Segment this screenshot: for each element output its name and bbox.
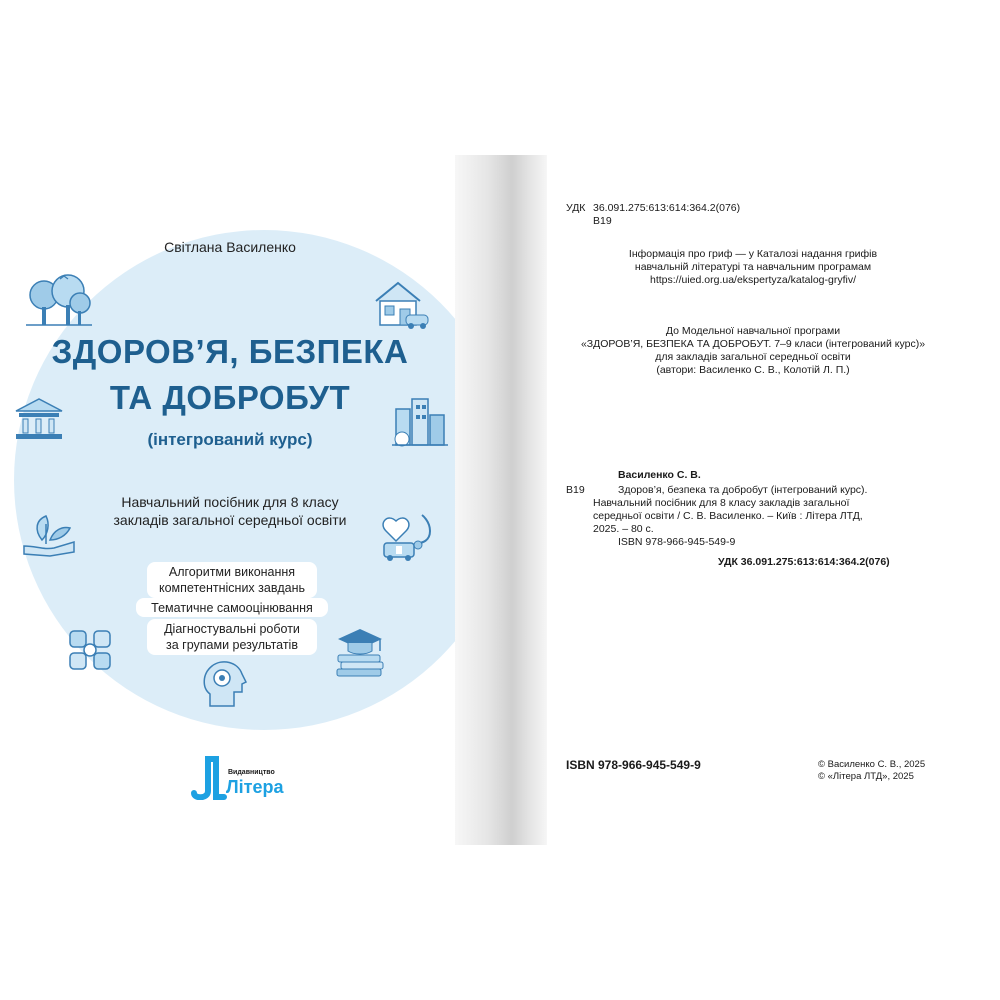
- copyright-author: © Василенко С. В., 2025: [818, 759, 926, 770]
- biblio-udk: УДК 36.091.275:613:614:364.2(076): [718, 556, 890, 568]
- program-line-2: «ЗДОРОВ’Я, БЕЗПЕКА ТА ДОБРОБУТ. 7–9 класи (інтегрований курс)»: [580, 338, 926, 350]
- index-code: В19: [593, 215, 612, 227]
- cover-description-line-1: Навчальний посібник для 8 класу: [121, 494, 339, 510]
- handshake-icon: [64, 625, 116, 675]
- graduation-books-icon: [332, 625, 388, 679]
- isbn-bottom: ISBN 978-966-945-549-9: [566, 758, 701, 772]
- program-line-4: (автори: Василенко С. В., Колотій Л. П.): [656, 364, 850, 376]
- feature-text: Алгоритми виконання: [168, 565, 296, 579]
- feature-badge-algorithms: [147, 562, 317, 598]
- publisher-logo: [190, 755, 284, 800]
- city-icon: [390, 395, 450, 451]
- feature-text: Діагностувальні роботи: [164, 622, 300, 636]
- biblio-line-3: середньої освіти / С. В. Василенко. – Київ : Літера ЛТД,: [593, 510, 863, 522]
- book-spine-shadow: [455, 155, 547, 845]
- grif-line-2: навчальній літературі та навчальним програмам: [634, 261, 872, 273]
- feature-badge-diagnostics: [147, 619, 317, 655]
- biblio-line-2: Навчальний посібник для 8 класу закладів загальної: [593, 497, 850, 509]
- publisher-name: Літера: [226, 777, 284, 797]
- publisher-small-label: Видавництво: [228, 769, 275, 776]
- head-mind-icon: [198, 658, 250, 708]
- program-line-1: До Модельної навчальної програми: [665, 325, 841, 337]
- biblio-index: В19: [566, 484, 585, 496]
- udk-code: 36.091.275:613:614:364.2(076): [593, 202, 741, 214]
- grif-url: https://uied.org.ua/ekspertyza/katalog-gryfiv/: [649, 274, 857, 286]
- biblio-line-4: 2025. – 80 с.: [593, 523, 654, 535]
- house-icon: [370, 277, 432, 331]
- biblio-author: Василенко С. В.: [618, 469, 701, 481]
- cover-title-line-2: ТА ДОБРОБУТ: [109, 379, 351, 416]
- imprint-page: [547, 155, 927, 845]
- grif-line-1: Інформація про гриф — у Каталозі надання грифів: [628, 248, 878, 260]
- udk-label: УДК: [566, 202, 586, 214]
- cover-title-line-1: ЗДОРОВ’Я, БЕЗПЕКА: [51, 333, 409, 370]
- biblio-isbn: ISBN 978-966-945-549-9: [618, 536, 736, 548]
- program-line-3: для закладів загальної середньої освіти: [655, 351, 851, 363]
- medical-icon: [378, 511, 438, 563]
- feature-text: компетентнісних завдань: [158, 581, 305, 595]
- feature-text: Тематичне самооцінювання: [151, 601, 313, 615]
- cover-author: Світлана Василенко: [164, 239, 296, 255]
- copyright-publisher: © «Літера ЛТД», 2025: [818, 771, 914, 782]
- feature-text: за групами результатів: [166, 638, 298, 652]
- book-cover: [0, 155, 455, 845]
- cover-description-line-2: закладів загальної середньої освіти: [113, 512, 347, 528]
- plant-hand-icon: [20, 510, 78, 558]
- cover-subtitle: (інтегрований курс): [147, 430, 313, 449]
- justice-icon: [10, 393, 68, 443]
- trees-icon: [22, 273, 94, 329]
- feature-badge-self-assessment: [136, 598, 328, 617]
- biblio-line-1: Здоров’я, безпека та добробут (інтегрований курс).: [618, 484, 868, 496]
